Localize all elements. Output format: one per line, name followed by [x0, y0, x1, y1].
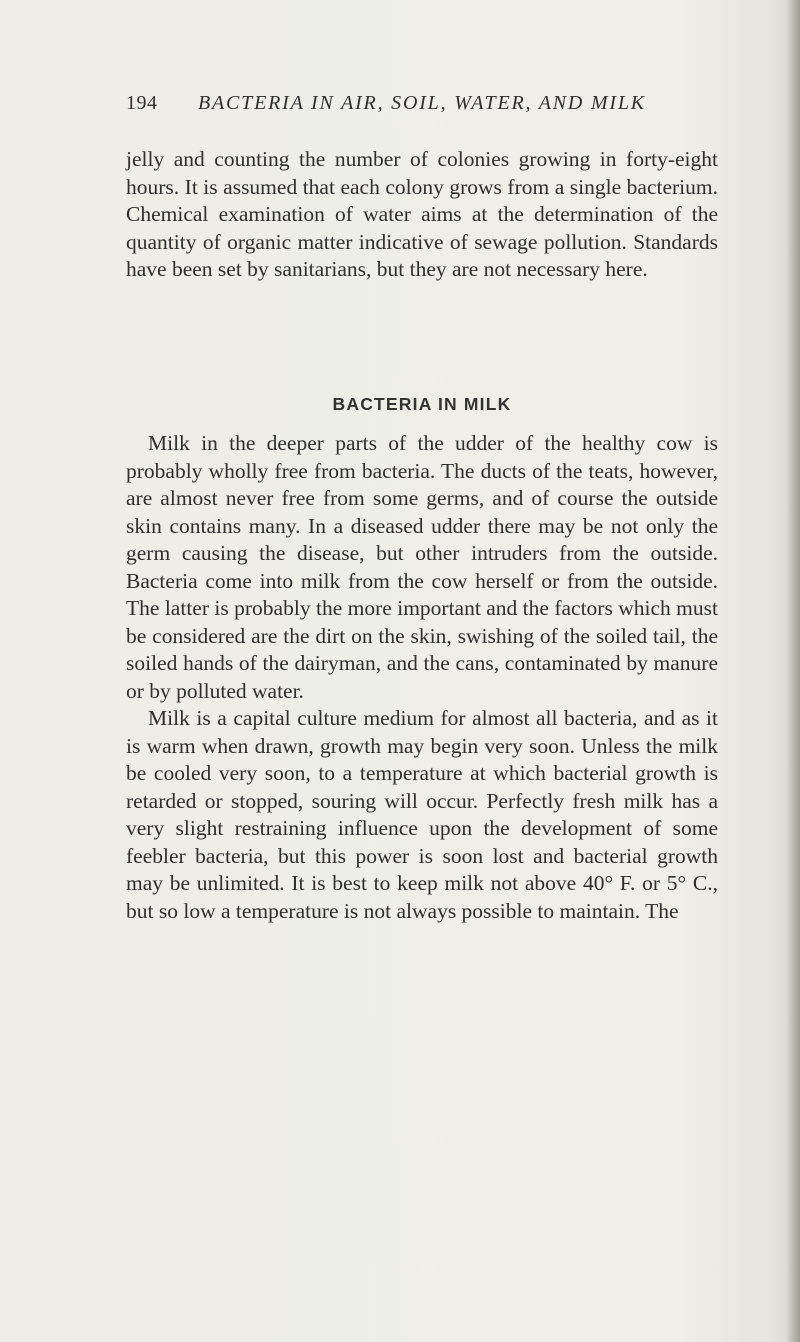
paragraph: Milk is a capital culture medium for almost all bacteria, and as it is warm when drawn, growth may begin very soon. Unless the milk be cooled very soon, to a temperature at which bacterial growth is retarded or stopped, souring will occur. Perfectly fresh milk has a very slight restraining influence upon the development of some feebler bacteria, but this power is soon lost and bacterial growth may be unlimited. It is best to keep milk not above 40° F. or 5° C., but so low a temperature is not always possible to maintain. The: [126, 706, 718, 923]
running-title: BACTERIA IN AIR, SOIL, WATER, AND MILK: [198, 92, 646, 114]
body-text-section: [126, 430, 718, 925]
paragraph: Milk in the deeper parts of the udder of the healthy cow is probably wholly free from bacteria. The ducts of the teats, however, are almost never free from some germs, and of course the outside skin contains many. In a diseased udder there may be not only the germ causing the disease, but other intruders from the outside. Bacteria come into milk from the cow herself or from the outside. The latter is probably the more important and the factors which must be considered are the dirt on the skin, swishing of the soiled tail, the soiled hands of the dairyman, and the cans, contaminated by manure or by polluted water.: [126, 431, 718, 703]
page-edge-shadow: [786, 0, 800, 1342]
section-heading: BACTERIA IN MILK: [332, 394, 512, 414]
body-text-top: [126, 146, 718, 284]
paragraph: jelly and counting the number of colonies growing in forty-eight hours. It is assumed that each colony grows from a single bacterium. Chemical examination of water aims at the determination of the quantity of organic matter indicative of sewage pollution. Standards have been set by sanitarians, but they are not necessary here.: [126, 147, 718, 281]
page-number: 194: [126, 92, 158, 114]
running-head: [126, 92, 714, 122]
